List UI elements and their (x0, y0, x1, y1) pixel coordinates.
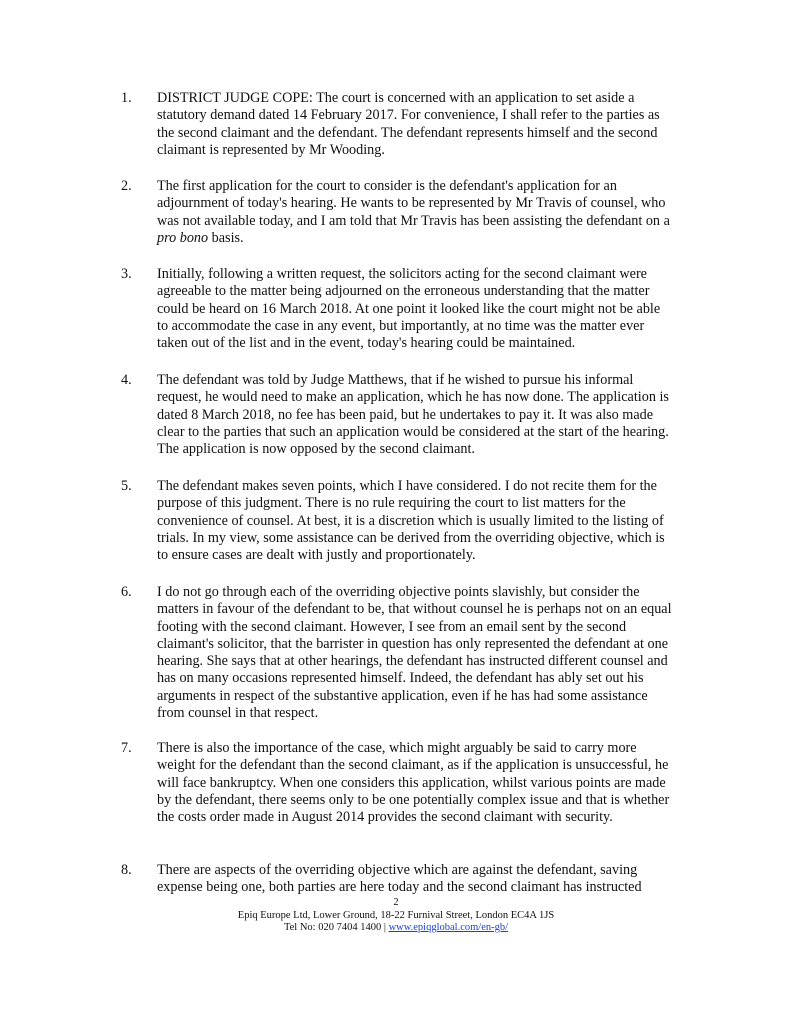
paragraph-text: DISTRICT JUDGE COPE: The court is concerned with an application to set aside a statutory demand dated 14 February 2017. For convenience, I shall refer to the parties as the second claimant and the defendant. The defendant represents himself and the second claimant is represented by Mr Wooding. (157, 90, 660, 158)
footer-address: Epiq Europe Ltd, Lower Ground, 18-22 Furnival Street, London EC4A 1JS (237, 910, 555, 921)
paragraph-number: 7. (121, 740, 132, 756)
paragraph-number: 8. (121, 862, 132, 878)
paragraph-number: 6. (121, 584, 132, 600)
paragraph-text (157, 178, 672, 247)
paragraph-number: 5. (121, 478, 132, 494)
paragraph-number: 1. (121, 90, 132, 106)
paragraph-number: 2. (121, 178, 132, 194)
paragraph-text: The defendant makes seven points, which I have considered. I do not recite them for the purpose of this judgment. There is no rule requiring the court to list matters for the convenience of counsel. At best, it is a discretion which is usually limited to the listing of trials. In my view, some assistance can be derived from the overriding objective, which is to ensure cases are dealt with justly and proportionately. (157, 478, 665, 564)
paragraph-number: 3. (121, 266, 132, 282)
paragraph-text-italic: pro bono (157, 229, 209, 246)
paragraph-text: There is also the importance of the case, which might arguably be said to carry more weight for the defendant than the second claimant, as if the application is unsuccessful, he will face bankruptcy. When one considers this application, whilst various points are made by the defendant, there seems only to be one potentially complex issue and that is whether the costs order made in August 2014 provides the second claimant with security. (157, 740, 670, 826)
paragraph-text: The defendant was told by Judge Matthews, that if he wished to pursue his informal request, he would need to make an application, which he has now done. The application is dated 8 March 2018, no fee has been paid, but he undertakes to pay it. It was also made clear to the parties that such an application would be considered at the start of the hearing. The application is now opposed by the second claimant. (157, 372, 669, 458)
paragraph-text-part: The first application for the court to consider is the defendant's application for an adjournment of today's hearing. He wants to be represented by Mr Travis of counsel, who was not available today, and I am told that Mr Travis has been assisting the defendant on a (157, 178, 670, 229)
paragraph-text: There are aspects of the overriding objective which are against the defendant, saving expense being one, both parties are here today and the second claimant has instructed (157, 862, 642, 896)
paragraph-text: I do not go through each of the overriding objective points slavishly, but consider the matters in favour of the defendant to be, that without counsel he is perhaps not on an equal footing with the second claimant. However, I see from an email sent by the second claimant's solicitor, that the barrister in question has only represented the defendant at one hearing. She says that at other hearings, the defendant has instructed different counsel and has on many occasions represented himself. Indeed, the defendant has ably set out his arguments in respect of the substantive application, even if he has had some assistance from counsel in that respect. (157, 584, 672, 722)
page-number: 2 (393, 897, 399, 908)
paragraph-text: Initially, following a written request, the solicitors acting for the second claimant were agreeable to the matter being adjourned on the erroneous understanding that the matter could be heard on 16 March 2018. At one point it looked like the court might not be able to accommodate the case in any event, but importantly, at no time was the matter ever taken out of the list and in the event, today's hearing could be maintained. (157, 266, 661, 352)
paragraph-number: 4. (121, 372, 132, 388)
paragraph-text-part: basis. (208, 229, 244, 246)
footer-website-link[interactable]: www.epiqglobal.com/en-gb/ (388, 922, 509, 933)
footer-tel: Tel No: 020 7404 1400 | (283, 922, 389, 933)
footer-contact (0, 922, 792, 934)
